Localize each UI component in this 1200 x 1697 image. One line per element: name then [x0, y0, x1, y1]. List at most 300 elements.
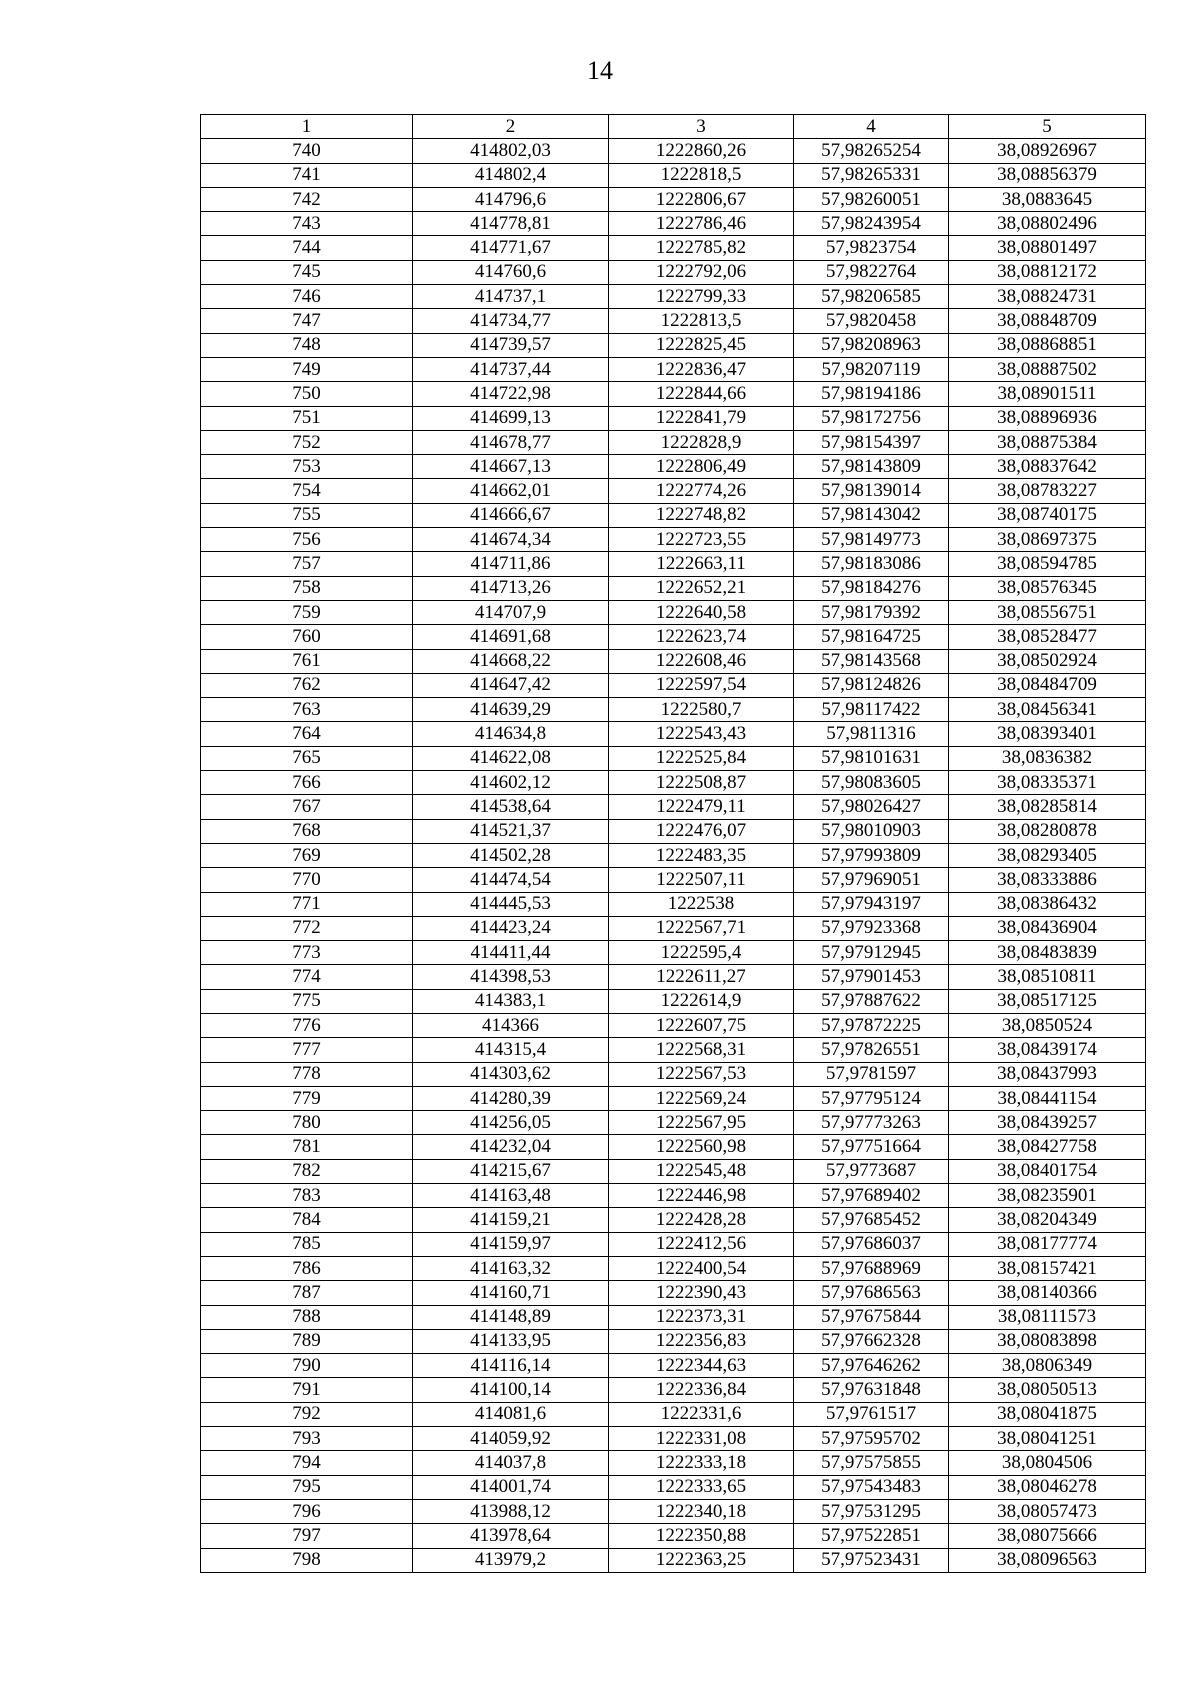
cell-y: 1222336,84 [609, 1378, 794, 1402]
table-row [201, 1402, 1146, 1426]
cell-y: 1222567,95 [609, 1111, 794, 1135]
cell-latitude: 57,97685452 [794, 1208, 949, 1232]
cell-longitude: 38,08926967 [949, 139, 1146, 163]
cell-x: 414163,48 [413, 1184, 609, 1208]
table-row [201, 1232, 1146, 1256]
cell-longitude: 38,08057473 [949, 1499, 1146, 1523]
cell-point-number: 774 [201, 965, 413, 989]
table-header [201, 115, 1146, 139]
cell-longitude: 38,08556751 [949, 600, 1146, 624]
cell-y: 1222400,54 [609, 1256, 794, 1280]
cell-latitude: 57,97795124 [794, 1086, 949, 1110]
cell-x: 414778,81 [413, 212, 609, 236]
table-row [201, 1524, 1146, 1548]
cell-latitude: 57,97773263 [794, 1111, 949, 1135]
table-row [201, 771, 1146, 795]
cell-latitude: 57,9822764 [794, 260, 949, 284]
table-row [201, 1135, 1146, 1159]
cell-point-number: 772 [201, 916, 413, 940]
cell-x: 414699,13 [413, 406, 609, 430]
cell-latitude: 57,97675844 [794, 1305, 949, 1329]
cell-point-number: 784 [201, 1208, 413, 1232]
cell-latitude: 57,97595702 [794, 1427, 949, 1451]
cell-x: 414734,77 [413, 309, 609, 333]
cell-point-number: 751 [201, 406, 413, 430]
table-row [201, 1281, 1146, 1305]
cell-point-number: 758 [201, 576, 413, 600]
cell-point-number: 793 [201, 1427, 413, 1451]
table-row [201, 1499, 1146, 1523]
cell-y: 1222663,11 [609, 552, 794, 576]
table-row [201, 989, 1146, 1013]
cell-x: 414502,28 [413, 843, 609, 867]
cell-point-number: 769 [201, 843, 413, 867]
cell-point-number: 790 [201, 1354, 413, 1378]
cell-latitude: 57,97872225 [794, 1013, 949, 1037]
cell-y: 1222614,9 [609, 989, 794, 1013]
cell-point-number: 759 [201, 600, 413, 624]
cell-point-number: 743 [201, 212, 413, 236]
cell-point-number: 787 [201, 1281, 413, 1305]
table-row [201, 892, 1146, 916]
cell-point-number: 782 [201, 1159, 413, 1183]
cell-longitude: 38,08177774 [949, 1232, 1146, 1256]
cell-x: 414315,4 [413, 1038, 609, 1062]
cell-x: 414802,03 [413, 139, 609, 163]
cell-point-number: 745 [201, 260, 413, 284]
cell-y: 1222344,63 [609, 1354, 794, 1378]
cell-point-number: 756 [201, 528, 413, 552]
cell-x: 414678,77 [413, 430, 609, 454]
cell-point-number: 740 [201, 139, 413, 163]
cell-y: 1222568,31 [609, 1038, 794, 1062]
cell-latitude: 57,98139014 [794, 479, 949, 503]
cell-latitude: 57,98206585 [794, 285, 949, 309]
cell-x: 414662,01 [413, 479, 609, 503]
table-row [201, 260, 1146, 284]
cell-x: 414116,14 [413, 1354, 609, 1378]
table-row [201, 1451, 1146, 1475]
cell-longitude: 38,08740175 [949, 503, 1146, 527]
cell-y: 1222806,67 [609, 187, 794, 211]
cell-x: 414737,1 [413, 285, 609, 309]
cell-latitude: 57,98117422 [794, 698, 949, 722]
cell-x: 414159,21 [413, 1208, 609, 1232]
table-row [201, 1013, 1146, 1037]
cell-longitude: 38,08856379 [949, 163, 1146, 187]
cell-latitude: 57,98101631 [794, 746, 949, 770]
cell-point-number: 749 [201, 357, 413, 381]
cell-x: 413978,64 [413, 1524, 609, 1548]
cell-point-number: 795 [201, 1475, 413, 1499]
cell-point-number: 797 [201, 1524, 413, 1548]
cell-longitude: 38,08502924 [949, 649, 1146, 673]
cell-latitude: 57,9761517 [794, 1402, 949, 1426]
cell-longitude: 38,08594785 [949, 552, 1146, 576]
cell-y: 1222786,46 [609, 212, 794, 236]
cell-point-number: 778 [201, 1062, 413, 1086]
cell-longitude: 38,08824731 [949, 285, 1146, 309]
cell-longitude: 38,08140366 [949, 1281, 1146, 1305]
cell-latitude: 57,98207119 [794, 357, 949, 381]
table-row [201, 139, 1146, 163]
cell-point-number: 752 [201, 430, 413, 454]
cell-longitude: 38,08235901 [949, 1184, 1146, 1208]
cell-point-number: 777 [201, 1038, 413, 1062]
cell-x: 414081,6 [413, 1402, 609, 1426]
cell-point-number: 768 [201, 819, 413, 843]
cell-longitude: 38,08812172 [949, 260, 1146, 284]
cell-x: 414771,67 [413, 236, 609, 260]
cell-longitude: 38,08204349 [949, 1208, 1146, 1232]
table-row [201, 698, 1146, 722]
cell-latitude: 57,97751664 [794, 1135, 949, 1159]
cell-longitude: 38,08041251 [949, 1427, 1146, 1451]
cell-x: 414148,89 [413, 1305, 609, 1329]
cell-x: 414674,34 [413, 528, 609, 552]
cell-longitude: 38,0804506 [949, 1451, 1146, 1475]
cell-latitude: 57,97943197 [794, 892, 949, 916]
cell-y: 1222860,26 [609, 139, 794, 163]
table-row [201, 843, 1146, 867]
cell-longitude: 38,08483839 [949, 941, 1146, 965]
cell-x: 414100,14 [413, 1378, 609, 1402]
cell-longitude: 38,08096563 [949, 1548, 1146, 1572]
cell-x: 413988,12 [413, 1499, 609, 1523]
cell-y: 1222836,47 [609, 357, 794, 381]
table-row [201, 503, 1146, 527]
cell-x: 414383,1 [413, 989, 609, 1013]
table-row [201, 1427, 1146, 1451]
cell-y: 1222538 [609, 892, 794, 916]
cell-y: 1222479,11 [609, 795, 794, 819]
cell-x: 414647,42 [413, 673, 609, 697]
table-row [201, 236, 1146, 260]
cell-y: 1222828,9 [609, 430, 794, 454]
cell-y: 1222390,43 [609, 1281, 794, 1305]
cell-latitude: 57,97887622 [794, 989, 949, 1013]
cell-x: 414411,44 [413, 941, 609, 965]
table-row [201, 600, 1146, 624]
cell-point-number: 794 [201, 1451, 413, 1475]
cell-x: 414474,54 [413, 868, 609, 892]
cell-y: 1222785,82 [609, 236, 794, 260]
cell-longitude: 38,08111573 [949, 1305, 1146, 1329]
cell-y: 1222841,79 [609, 406, 794, 430]
cell-x: 414445,53 [413, 892, 609, 916]
cell-x: 414521,37 [413, 819, 609, 843]
cell-longitude: 38,08280878 [949, 819, 1146, 843]
cell-point-number: 780 [201, 1111, 413, 1135]
table-row [201, 868, 1146, 892]
cell-point-number: 761 [201, 649, 413, 673]
cell-longitude: 38,08901511 [949, 382, 1146, 406]
cell-y: 1222567,53 [609, 1062, 794, 1086]
cell-point-number: 741 [201, 163, 413, 187]
table-row [201, 1038, 1146, 1062]
cell-longitude: 38,08041875 [949, 1402, 1146, 1426]
table-row [201, 1062, 1146, 1086]
table-row [201, 1111, 1146, 1135]
cell-longitude: 38,08528477 [949, 625, 1146, 649]
cell-point-number: 781 [201, 1135, 413, 1159]
cell-longitude: 38,08083898 [949, 1329, 1146, 1353]
cell-y: 1222611,27 [609, 965, 794, 989]
cell-x: 414691,68 [413, 625, 609, 649]
cell-x: 414722,98 [413, 382, 609, 406]
cell-x: 414711,86 [413, 552, 609, 576]
cell-latitude: 57,98260051 [794, 187, 949, 211]
table-row [201, 430, 1146, 454]
cell-x: 414256,05 [413, 1111, 609, 1135]
column-header-point-number: 1 [201, 115, 413, 139]
cell-x: 414133,95 [413, 1329, 609, 1353]
table-row [201, 455, 1146, 479]
cell-longitude: 38,0806349 [949, 1354, 1146, 1378]
cell-latitude: 57,97523431 [794, 1548, 949, 1572]
cell-latitude: 57,98265254 [794, 139, 949, 163]
cell-x: 414667,13 [413, 455, 609, 479]
cell-x: 414163,32 [413, 1256, 609, 1280]
cell-y: 1222608,46 [609, 649, 794, 673]
cell-y: 1222560,98 [609, 1135, 794, 1159]
cell-longitude: 38,08401754 [949, 1159, 1146, 1183]
cell-y: 1222607,75 [609, 1013, 794, 1037]
cell-point-number: 747 [201, 309, 413, 333]
cell-y: 1222806,49 [609, 455, 794, 479]
cell-point-number: 754 [201, 479, 413, 503]
cell-y: 1222333,18 [609, 1451, 794, 1475]
cell-longitude: 38,08293405 [949, 843, 1146, 867]
cell-latitude: 57,98124826 [794, 673, 949, 697]
cell-y: 1222623,74 [609, 625, 794, 649]
cell-longitude: 38,08868851 [949, 333, 1146, 357]
table-row [201, 941, 1146, 965]
cell-y: 1222373,31 [609, 1305, 794, 1329]
table-row [201, 1475, 1146, 1499]
cell-point-number: 766 [201, 771, 413, 795]
cell-latitude: 57,97912945 [794, 941, 949, 965]
cell-y: 1222350,88 [609, 1524, 794, 1548]
table-row [201, 1159, 1146, 1183]
cell-latitude: 57,98179392 [794, 600, 949, 624]
cell-point-number: 791 [201, 1378, 413, 1402]
table-row [201, 333, 1146, 357]
cell-point-number: 763 [201, 698, 413, 722]
table-row [201, 212, 1146, 236]
cell-longitude: 38,08510811 [949, 965, 1146, 989]
cell-y: 1222748,82 [609, 503, 794, 527]
table-row [201, 625, 1146, 649]
table-row [201, 1378, 1146, 1402]
cell-latitude: 57,98243954 [794, 212, 949, 236]
cell-x: 414666,67 [413, 503, 609, 527]
table-row [201, 1354, 1146, 1378]
table-row [201, 649, 1146, 673]
cell-x: 414737,44 [413, 357, 609, 381]
column-header-longitude: 5 [949, 115, 1146, 139]
cell-point-number: 760 [201, 625, 413, 649]
cell-y: 1222507,11 [609, 868, 794, 892]
cell-longitude: 38,08456341 [949, 698, 1146, 722]
cell-y: 1222412,56 [609, 1232, 794, 1256]
table-row [201, 722, 1146, 746]
column-header-y: 3 [609, 115, 794, 139]
cell-y: 1222483,35 [609, 843, 794, 867]
cell-point-number: 750 [201, 382, 413, 406]
cell-longitude: 38,08517125 [949, 989, 1146, 1013]
cell-y: 1222333,65 [609, 1475, 794, 1499]
cell-point-number: 746 [201, 285, 413, 309]
cell-latitude: 57,98164725 [794, 625, 949, 649]
cell-x: 414037,8 [413, 1451, 609, 1475]
cell-latitude: 57,98143042 [794, 503, 949, 527]
cell-longitude: 38,08285814 [949, 795, 1146, 819]
table-row [201, 576, 1146, 600]
cell-point-number: 798 [201, 1548, 413, 1572]
table-body [201, 139, 1146, 1573]
cell-y: 1222723,55 [609, 528, 794, 552]
cell-longitude: 38,0883645 [949, 187, 1146, 211]
table-row [201, 382, 1146, 406]
cell-latitude: 57,98265331 [794, 163, 949, 187]
cell-latitude: 57,97531295 [794, 1499, 949, 1523]
cell-latitude: 57,98184276 [794, 576, 949, 600]
cell-longitude: 38,08427758 [949, 1135, 1146, 1159]
cell-longitude: 38,08439257 [949, 1111, 1146, 1135]
cell-latitude: 57,97826551 [794, 1038, 949, 1062]
table-row [201, 1086, 1146, 1110]
cell-latitude: 57,9773687 [794, 1159, 949, 1183]
cell-y: 1222799,33 [609, 285, 794, 309]
cell-y: 1222640,58 [609, 600, 794, 624]
cell-point-number: 775 [201, 989, 413, 1013]
cell-longitude: 38,08801497 [949, 236, 1146, 260]
header-row [201, 115, 1146, 139]
table-row [201, 479, 1146, 503]
cell-longitude: 38,08875384 [949, 430, 1146, 454]
cell-x: 414001,74 [413, 1475, 609, 1499]
cell-latitude: 57,97575855 [794, 1451, 949, 1475]
cell-y: 1222356,83 [609, 1329, 794, 1353]
cell-point-number: 748 [201, 333, 413, 357]
cell-x: 414739,57 [413, 333, 609, 357]
cell-point-number: 776 [201, 1013, 413, 1037]
table-row [201, 916, 1146, 940]
cell-latitude: 57,98183086 [794, 552, 949, 576]
cell-latitude: 57,97993809 [794, 843, 949, 867]
cell-x: 414159,97 [413, 1232, 609, 1256]
cell-latitude: 57,98026427 [794, 795, 949, 819]
cell-longitude: 38,08697375 [949, 528, 1146, 552]
cell-latitude: 57,97543483 [794, 1475, 949, 1499]
cell-latitude: 57,98149773 [794, 528, 949, 552]
cell-point-number: 779 [201, 1086, 413, 1110]
table-row [201, 673, 1146, 697]
cell-point-number: 742 [201, 187, 413, 211]
cell-x: 414366 [413, 1013, 609, 1037]
cell-point-number: 792 [201, 1402, 413, 1426]
cell-longitude: 38,08896936 [949, 406, 1146, 430]
cell-longitude: 38,08436904 [949, 916, 1146, 940]
cell-longitude: 38,08075666 [949, 1524, 1146, 1548]
cell-x: 414232,04 [413, 1135, 609, 1159]
cell-longitude: 38,08393401 [949, 722, 1146, 746]
cell-y: 1222818,5 [609, 163, 794, 187]
table-row [201, 795, 1146, 819]
cell-point-number: 770 [201, 868, 413, 892]
cell-longitude: 38,0836382 [949, 746, 1146, 770]
cell-y: 1222446,98 [609, 1184, 794, 1208]
cell-point-number: 788 [201, 1305, 413, 1329]
cell-longitude: 38,08439174 [949, 1038, 1146, 1062]
cell-y: 1222844,66 [609, 382, 794, 406]
cell-y: 1222428,28 [609, 1208, 794, 1232]
cell-latitude: 57,97969051 [794, 868, 949, 892]
table-row [201, 1548, 1146, 1572]
cell-latitude: 57,97631848 [794, 1378, 949, 1402]
cell-y: 1222543,43 [609, 722, 794, 746]
cell-point-number: 765 [201, 746, 413, 770]
cell-longitude: 38,08046278 [949, 1475, 1146, 1499]
cell-y: 1222508,87 [609, 771, 794, 795]
cell-longitude: 38,08157421 [949, 1256, 1146, 1280]
cell-point-number: 757 [201, 552, 413, 576]
cell-latitude: 57,97646262 [794, 1354, 949, 1378]
cell-latitude: 57,98143809 [794, 455, 949, 479]
table-row [201, 1305, 1146, 1329]
cell-x: 414707,9 [413, 600, 609, 624]
table-row [201, 187, 1146, 211]
cell-latitude: 57,98143568 [794, 649, 949, 673]
cell-latitude: 57,97522851 [794, 1524, 949, 1548]
table-row [201, 965, 1146, 989]
cell-y: 1222567,71 [609, 916, 794, 940]
cell-x: 414634,8 [413, 722, 609, 746]
cell-latitude: 57,97688969 [794, 1256, 949, 1280]
cell-x: 414668,22 [413, 649, 609, 673]
cell-y: 1222792,06 [609, 260, 794, 284]
table-row [201, 285, 1146, 309]
table-row [201, 1208, 1146, 1232]
cell-point-number: 785 [201, 1232, 413, 1256]
cell-x: 414538,64 [413, 795, 609, 819]
cell-x: 414602,12 [413, 771, 609, 795]
cell-point-number: 755 [201, 503, 413, 527]
cell-x: 414423,24 [413, 916, 609, 940]
cell-latitude: 57,97923368 [794, 916, 949, 940]
cell-latitude: 57,97686037 [794, 1232, 949, 1256]
cell-latitude: 57,98172756 [794, 406, 949, 430]
cell-y: 1222595,4 [609, 941, 794, 965]
cell-latitude: 57,98083605 [794, 771, 949, 795]
cell-point-number: 753 [201, 455, 413, 479]
cell-latitude: 57,98010903 [794, 819, 949, 843]
cell-latitude: 57,97901453 [794, 965, 949, 989]
column-header-latitude: 4 [794, 115, 949, 139]
cell-longitude: 38,08802496 [949, 212, 1146, 236]
cell-longitude: 38,08837642 [949, 455, 1146, 479]
cell-x: 413979,2 [413, 1548, 609, 1572]
cell-point-number: 767 [201, 795, 413, 819]
table-row [201, 357, 1146, 381]
cell-longitude: 38,08335371 [949, 771, 1146, 795]
cell-point-number: 762 [201, 673, 413, 697]
cell-latitude: 57,97686563 [794, 1281, 949, 1305]
cell-longitude: 38,08441154 [949, 1086, 1146, 1110]
cell-y: 1222580,7 [609, 698, 794, 722]
table-row [201, 163, 1146, 187]
